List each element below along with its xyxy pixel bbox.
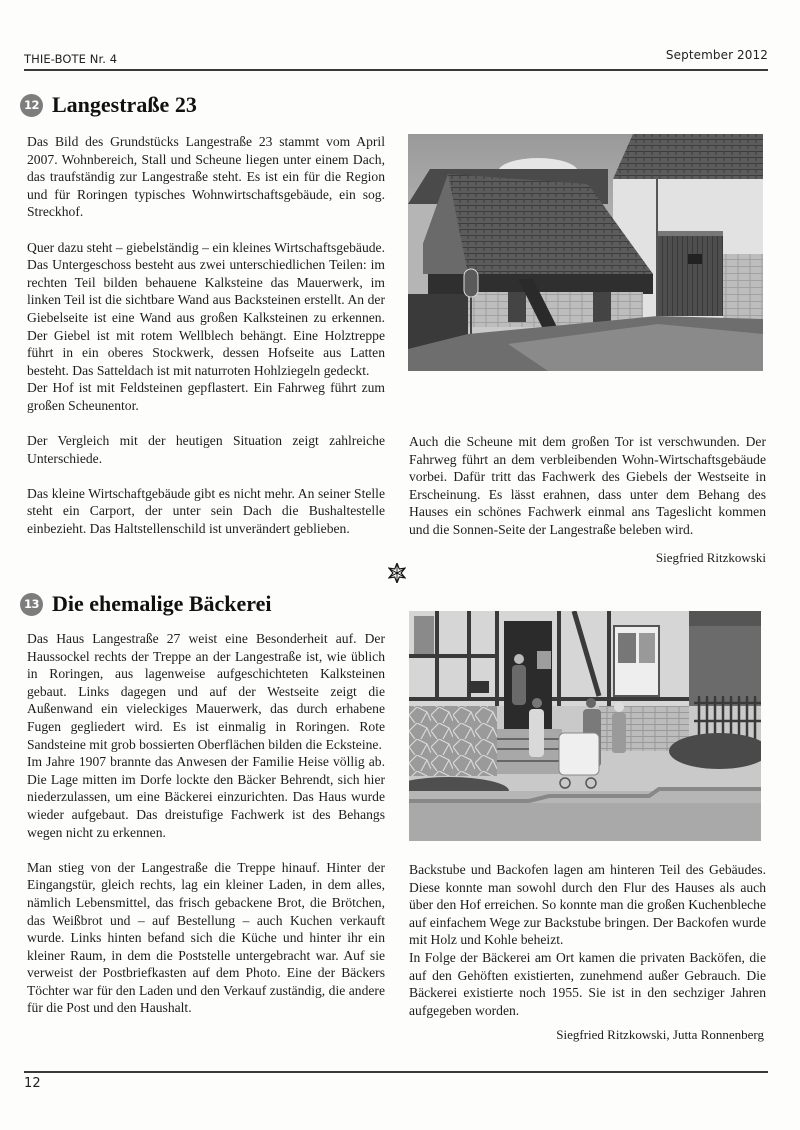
- photo-image: [408, 134, 763, 371]
- section-12-left-column: [27, 133, 385, 538]
- section-number-badge: 13: [20, 593, 43, 616]
- paragraph: Der Hof ist mit Feldsteinen gepflastert. Ein Fahrweg führt zum großen Scheunentor.: [27, 380, 385, 413]
- paragraph: Man stieg von der Langestraße die Treppe hinauf. Hinter der Eingangstür, gleich rechts, lag ein kleiner Laden, in dem alles, nämlich Lebensmittel, das frisch gebackene Brot, die Brötchen, das Weißbrot und – auf Bestellung – auch Kuchen verkauft wurde. Links hinten befand sich die Küche und hinter ihr ein kleiner Raum, in dem die Poststelle untergebracht war. Auf sie verweist der Postbriefkasten auf dem Photo. Eine der Bäckers Töchter war für den Laden und den Verkauf zuständig, die andere für die Post und den Haushalt.: [27, 859, 385, 1016]
- paragraph: Das Bild des Grundstücks Langestraße 23 stammt vom April 2007. Wohnbereich, Stall und Scheune liegen unter einem Dach, das traufständig zur Langestraße steht. Es ist ein für die Region und für Roringen typisches Wohnwirtschaftsgebäude, ein sog. Streckhof.: [27, 134, 385, 220]
- paragraph: Das kleine Wirtschaftgebäude gibt es nicht mehr. An seiner Stelle steht ein Carport, der unter sein Dach die Bushaltestelle einbezieht. Das Haltstellenschild ist unverändert geblieben.: [27, 485, 385, 537]
- paragraph: Das Haus Langestraße 27 weist eine Besonderheit auf. Der Haussockel rechts der Treppe an der Langestraße ist, wie üblich in Roringen, aus lagenweise aufgeschichteten Kalksteinen gebaut. Links dagegen und auf der Westseite zeigt die Außenwand ein vieleckiges Mauerwerk, das durch erhabene Fugen gegliedert wird. Es ist einmalig in Roringen. Rote Sandsteine mit grob bossierten Oberflächen bilden die Ecksteine.: [27, 631, 385, 752]
- paragraph: Backstube und Backofen lagen am hinteren Teil des Gebäudes. Diese konnte man sowohl durch den Flur des Hauses als auch über den Hof erreichen. So konnte man die großen Kuchenbleche auf einfachem Wege zur Backstube bringen. Der Backofen wurde mit Holz und Kohle beheizt.: [409, 862, 766, 948]
- section-12-right-column: [409, 433, 766, 539]
- section-13-right-column: [409, 861, 766, 1019]
- header-divider: [24, 69, 768, 71]
- publication-title: THIE-BOTE Nr. 4: [24, 52, 118, 66]
- photo-langestrasse-23: [408, 134, 763, 371]
- photo-ehemalige-baeckerei: [409, 611, 761, 841]
- paragraph: Auch die Scheune mit dem großen Tor ist verschwunden. Der Fahrweg führt an dem verbleibenden Wohn-Wirtschaftsgebäude vorbei. Dafür tritt das Fachwerk des Giebels der Westseite in Erscheinung. Es lässt erahnen, dass unter dem Behang des Hauses ein schönes Fachwerk einmal ans Tageslicht kommen und die Sonnen-Seite der Langestraße beleben wird.: [409, 434, 766, 537]
- paragraph: Der Vergleich mit der heutigen Situation zeigt zahlreiche Unterschiede.: [27, 433, 385, 466]
- page-number: 12: [24, 1076, 41, 1091]
- issue-date: September 2012: [665, 48, 768, 62]
- section-13-left-column: [27, 630, 385, 1017]
- paragraph: In Folge der Bäckerei am Ort kamen die privaten Backöfen, die auf den Gehöften existierten, zunehmend außer Gebrauch. Die Bäckerei existierte noch 1955. Sie ist in den sechziger Jahren aufgegeben worden.: [409, 949, 766, 1018]
- section-number-badge: 12: [20, 94, 43, 117]
- paragraph: Quer dazu steht – giebelständig – ein kleines Wirtschaftsgebäude. Das Untergeschoss besteht aus zwei unterschiedlichen Teilen: im rechten Teil bilden behauene Kalksteine das Mauerwerk, im linken Teil ist die sichtbare Wand aus Backsteinen erstellt. An der Giebelseite ist eine Wand aus großen Kalksteinen zu erkennen. Der Giebel ist mit rotem Wellblech behängt. Eine Holztreppe führt in ein oberes Stockwerk, dessen Hofseite aus Latten besteht. Das Satteldach ist mit naturroten Hohlziegeln gedeckt.: [27, 239, 385, 378]
- photo-image: [409, 611, 761, 841]
- paragraph: Im Jahre 1907 brannte das Anwesen der Familie Heise völlig ab. Die Lage mitten im Dorfe lockte den Bäcker Behrendt, sich hier niederzulassen, um eine Bäckerei einzurichten. Das Haus wurde wieder aufgebaut. Das dreistufige Fachwerk ist des Behangs wegen nicht zu erkennen.: [27, 754, 385, 840]
- footer-divider: [24, 1071, 768, 1073]
- author-signature: Siegfried Ritzkowski, Jutta Ronnenberg: [556, 1027, 764, 1042]
- section-title: Die ehemalige Bäckerei: [52, 591, 272, 616]
- section-12-heading: [20, 92, 197, 118]
- section-13-heading: [20, 591, 272, 617]
- section-title: Langestraße 23: [52, 92, 197, 117]
- star-ornament-icon: [388, 563, 406, 583]
- author-signature: Siegfried Ritzkowski: [655, 550, 766, 565]
